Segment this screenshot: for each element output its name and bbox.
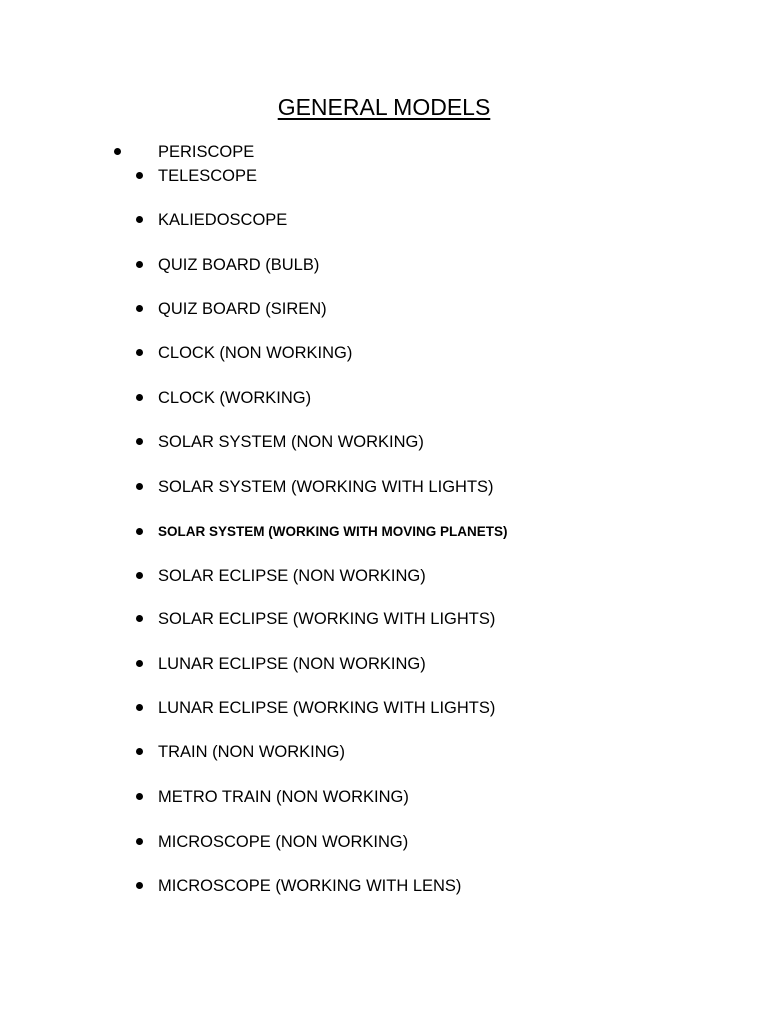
bullet-icon [136,483,143,490]
bullet-icon [136,704,143,711]
list-item-label: MICROSCOPE (NON WORKING) [158,833,409,851]
list-item [0,521,760,543]
bullet-icon [136,172,143,179]
list-item [0,254,760,276]
list-item [0,298,760,320]
list-item-label: METRO TRAIN (NON WORKING) [158,788,409,806]
list-item-label: SOLAR ECLIPSE (NON WORKING) [158,567,426,585]
bullet-icon [136,615,143,622]
list-item [0,875,760,897]
list-item [0,653,760,675]
list-item [0,342,760,364]
list-item [0,476,760,498]
list-item-label: QUIZ BOARD (SIREN) [158,300,327,318]
list-item [0,831,760,853]
bullet-icon [136,305,143,312]
list-item [0,565,760,587]
bullet-icon [136,793,143,800]
bullet-icon [136,261,143,268]
list-item [0,608,760,630]
list-item [0,141,760,163]
page-title: GENERAL MODELS [277,94,491,120]
list-item [0,786,760,808]
list-item-label: TRAIN (NON WORKING) [158,743,345,761]
list-item-label: LUNAR ECLIPSE (NON WORKING) [158,655,426,673]
list-item [0,741,760,763]
bullet-icon [136,838,143,845]
list-item-label: MICROSCOPE (WORKING WITH LENS) [158,877,462,895]
list-item-label: QUIZ BOARD (BULB) [158,256,320,274]
bullet-icon [136,882,143,889]
bullet-icon [136,748,143,755]
bullet-icon [136,438,143,445]
list-item-label: CLOCK (NON WORKING) [158,344,353,362]
list-item-label: KALIEDOSCOPE [158,211,288,229]
list-item-label: CLOCK (WORKING) [158,389,312,407]
bullet-icon [136,349,143,356]
list-item [0,209,760,231]
list-item [0,165,760,187]
list-item [0,387,760,409]
list-item [0,431,760,453]
list-item-label: SOLAR SYSTEM (WORKING WITH LIGHTS) [158,478,494,496]
bullet-icon [136,216,143,223]
bullet-icon [136,572,143,579]
bullet-icon [136,528,143,535]
bullet-icon [136,660,143,667]
list-item-label: TELESCOPE [158,167,258,185]
list-item-label: PERISCOPE [158,143,255,161]
bullet-icon [136,394,143,401]
list-item-label: SOLAR SYSTEM (WORKING WITH MOVING PLANETS) [158,524,508,539]
list-item-label: SOLAR ECLIPSE (WORKING WITH LIGHTS) [158,610,496,628]
list-item-label: LUNAR ECLIPSE (WORKING WITH LIGHTS) [158,699,496,717]
list-item-label: SOLAR SYSTEM (NON WORKING) [158,433,424,451]
bullet-icon [114,148,121,155]
list-item [0,697,760,719]
